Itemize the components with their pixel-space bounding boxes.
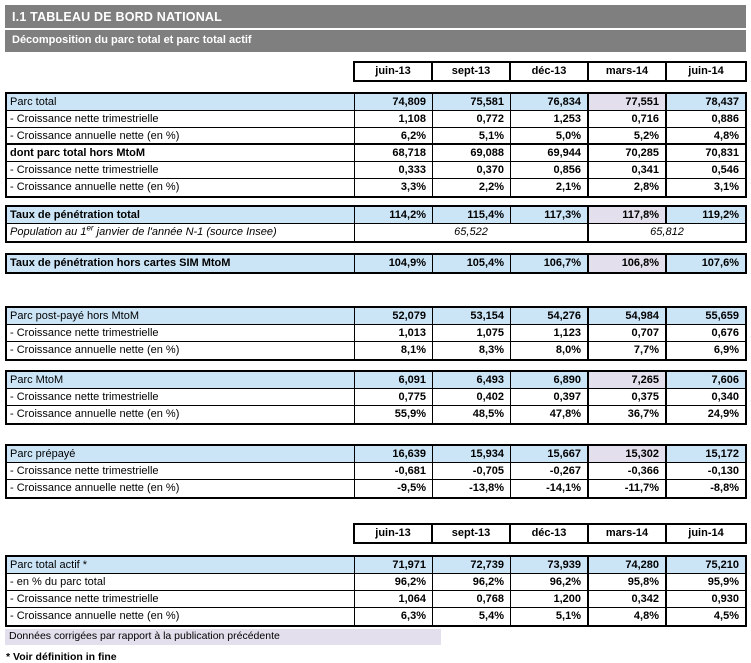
value-cell: -0,705	[433, 463, 511, 479]
value-cell: 3,1%	[713, 181, 739, 193]
value-cell: 69,088	[433, 145, 511, 161]
value-cell: 0,886	[711, 113, 739, 125]
table-row	[7, 179, 745, 196]
value-cell: 117,3%	[511, 207, 589, 223]
value-cell: 0,676	[711, 327, 739, 339]
report-title: I.1 TABLEAU DE BORD NATIONAL	[5, 5, 746, 30]
value-cell: 78,437	[667, 94, 745, 110]
value-cell: 74,280	[589, 557, 667, 573]
value-cell: -14,1%	[511, 480, 589, 497]
table-row	[7, 94, 745, 111]
table-row	[7, 557, 745, 574]
value-cell: 106,8%	[589, 255, 667, 272]
row-label: - Croissance nette trimestrielle	[7, 162, 355, 178]
column-header: juin-14	[688, 65, 724, 77]
table-row	[7, 372, 745, 389]
value-cell: 5,1%	[433, 128, 511, 143]
value-cell: 0,397	[511, 389, 589, 405]
value-cell: 53,154	[433, 308, 511, 324]
value-cell: 55,9%	[355, 406, 433, 423]
row-label: - Croissance nette trimestrielle	[7, 325, 355, 341]
row-label: - Croissance nette trimestrielle	[7, 591, 355, 607]
value-cell: 0,402	[433, 389, 511, 405]
row-label: Parc MtoM	[7, 372, 355, 388]
table-row	[7, 111, 745, 128]
value-cell: 70,831	[705, 147, 739, 159]
column-header: juin-13	[355, 63, 433, 80]
row-label: Parc total actif *	[7, 557, 355, 573]
column-header: déc-13	[511, 525, 589, 542]
row-label: - Croissance annuelle nette (en %)	[7, 480, 355, 497]
value-cell: 8,1%	[355, 342, 433, 359]
column-header: sept-13	[433, 63, 511, 80]
table-row	[7, 308, 745, 325]
value-cell: 72,739	[433, 557, 511, 573]
value-cell: 6,091	[355, 372, 433, 388]
value-cell: 5,1%	[511, 608, 589, 625]
value-cell: 74,809	[355, 94, 433, 110]
value-cell: 8,0%	[511, 342, 589, 359]
value-cell: 2,1%	[511, 179, 589, 196]
value-cell: 1,064	[355, 591, 433, 607]
table-row	[7, 342, 745, 359]
value-cell: 6,2%	[355, 128, 433, 143]
value-cell: 4,5%	[713, 610, 739, 622]
value-cell: 0,775	[355, 389, 433, 405]
value-cell: 36,7%	[589, 406, 667, 423]
value-cell: 0,768	[433, 591, 511, 607]
value-cell: 3,3%	[355, 179, 433, 196]
value-cell: 7,265	[589, 372, 667, 388]
value-cell: 107,6%	[667, 255, 745, 272]
value-cell: 96,2%	[511, 574, 589, 590]
row-label: - Croissance annuelle nette (en %)	[7, 342, 355, 359]
row-label: - Croissance annuelle nette (en %)	[7, 406, 355, 423]
value-cell: 5,0%	[511, 128, 589, 143]
value-cell: 0,341	[589, 162, 667, 178]
value-cell: 5,2%	[589, 128, 667, 143]
value-cell: 95,9%	[707, 576, 739, 588]
table-row	[7, 145, 745, 162]
value-cell: 6,9%	[713, 344, 739, 356]
value-cell: 0,333	[355, 162, 433, 178]
value-cell: 0,370	[433, 162, 511, 178]
column-header: juin-13	[355, 525, 433, 542]
value-cell: 0,716	[589, 111, 667, 127]
column-header: mars-14	[589, 525, 667, 542]
value-cell: 0,375	[589, 389, 667, 405]
merged-value-cell: 65,812	[650, 226, 684, 238]
value-cell: 77,551	[589, 94, 667, 110]
value-cell: 5,4%	[433, 608, 511, 625]
row-label	[7, 224, 355, 241]
column-header-row	[353, 61, 747, 82]
value-cell: 115,4%	[433, 207, 511, 223]
merged-value-cell: 65,522	[355, 224, 589, 241]
row-label: dont parc total hors MtoM	[7, 145, 355, 161]
value-cell: 75,210	[667, 557, 745, 573]
row-label: Parc post-payé hors MtoM	[7, 308, 355, 324]
row-label: Taux de pénétration total	[7, 207, 355, 223]
row-label: Parc total	[7, 94, 355, 110]
value-cell: 69,944	[511, 145, 589, 161]
value-cell: 55,659	[667, 308, 745, 324]
table-row	[7, 446, 745, 463]
value-cell: 114,2%	[355, 207, 433, 223]
value-cell: 54,984	[589, 308, 667, 324]
row-label: - en % du parc total	[7, 574, 355, 590]
row-label: - Croissance annuelle nette (en %)	[7, 608, 355, 625]
value-cell: -0,681	[355, 463, 433, 479]
table-row	[7, 406, 745, 423]
value-cell: 71,971	[355, 557, 433, 573]
value-cell: 24,9%	[707, 408, 739, 420]
row-label-superscript: er	[86, 223, 94, 233]
table-block-parc-total	[5, 92, 747, 198]
table-row	[7, 162, 745, 179]
row-label: - Croissance nette trimestrielle	[7, 111, 355, 127]
row-label-text: janvier de l'année N-1 (source Insee)	[93, 226, 277, 238]
value-cell: -9,5%	[355, 480, 433, 497]
value-cell: -0,267	[511, 463, 589, 479]
table-block-mtom	[5, 370, 747, 425]
row-label: - Croissance annuelle nette (en %)	[7, 128, 355, 143]
value-cell: -11,7%	[589, 480, 667, 497]
table-row	[7, 463, 745, 480]
table-area	[5, 61, 751, 627]
value-cell: 76,834	[511, 94, 589, 110]
value-cell: 0,707	[589, 325, 667, 341]
value-cell: 119,2%	[667, 207, 745, 223]
table-row	[7, 224, 745, 241]
row-label: - Croissance annuelle nette (en %)	[7, 179, 355, 196]
value-cell: 2,2%	[433, 179, 511, 196]
value-cell: 2,8%	[589, 179, 667, 196]
value-cell: 0,340	[711, 391, 739, 403]
table-row	[7, 480, 745, 497]
value-cell: 15,934	[433, 446, 511, 462]
table-row	[7, 389, 745, 406]
value-cell: 7,7%	[589, 342, 667, 359]
value-cell: 54,276	[511, 308, 589, 324]
definition-footnote: * Voir définition in fine	[6, 651, 117, 663]
value-cell: 0,856	[511, 162, 589, 178]
table-row	[7, 574, 745, 591]
corrected-data-legend: Données corrigées par rapport à la publication précédente	[5, 629, 441, 645]
value-cell: 1,253	[511, 111, 589, 127]
value-cell: 117,8%	[589, 207, 667, 223]
value-cell: 48,5%	[433, 406, 511, 423]
table-row	[7, 325, 745, 342]
value-cell: 104,9%	[355, 255, 433, 272]
value-cell: -0,366	[589, 463, 667, 479]
column-header: sept-13	[433, 525, 511, 542]
value-cell: 105,4%	[433, 255, 511, 272]
value-cell: 15,667	[511, 446, 589, 462]
value-cell: -8,8%	[710, 482, 739, 494]
value-cell: 4,8%	[589, 608, 667, 625]
value-cell: 1,200	[511, 591, 589, 607]
value-cell: 4,8%	[713, 130, 739, 142]
value-cell: 1,075	[433, 325, 511, 341]
value-cell: -0,130	[707, 465, 739, 477]
value-cell: 0,772	[433, 111, 511, 127]
row-label: Parc prépayé	[7, 446, 355, 462]
table-row	[7, 128, 745, 145]
table-row	[7, 591, 745, 608]
value-cell: 6,3%	[355, 608, 433, 625]
table-block-taux-total	[5, 205, 747, 243]
value-cell: 6,493	[433, 372, 511, 388]
table-row	[7, 207, 745, 224]
value-cell: 106,7%	[511, 255, 589, 272]
column-header: juin-14	[688, 527, 724, 539]
column-header: mars-14	[589, 63, 667, 80]
table-block-taux-hors-sim	[5, 253, 747, 274]
value-cell: 7,606	[667, 372, 745, 388]
column-header-row	[353, 523, 747, 544]
value-cell: 0,342	[589, 591, 667, 607]
report-subtitle: Décomposition du parc total et parc total actif	[12, 34, 252, 46]
value-cell: 8,3%	[433, 342, 511, 359]
value-cell: 1,013	[355, 325, 433, 341]
value-cell: 16,639	[355, 446, 433, 462]
title-bar	[5, 5, 746, 52]
value-cell: 96,2%	[355, 574, 433, 590]
column-header: déc-13	[511, 63, 589, 80]
value-cell: 96,2%	[433, 574, 511, 590]
table-row	[7, 608, 745, 625]
value-cell: 52,079	[355, 308, 433, 324]
value-cell: 0,546	[711, 164, 739, 176]
row-label: - Croissance nette trimestrielle	[7, 389, 355, 405]
value-cell: 0,930	[711, 593, 739, 605]
value-cell: 1,108	[355, 111, 433, 127]
value-cell: -13,8%	[433, 480, 511, 497]
table-block-prepaye	[5, 444, 747, 499]
value-cell: 68,718	[355, 145, 433, 161]
value-cell: 1,123	[511, 325, 589, 341]
value-cell: 47,8%	[511, 406, 589, 423]
table-block-post-paye	[5, 306, 747, 361]
value-cell: 6,890	[511, 372, 589, 388]
table-block-total-actif	[5, 555, 747, 627]
value-cell: 15,302	[589, 446, 667, 462]
row-label: Taux de pénétration hors cartes SIM MtoM	[7, 255, 355, 272]
table-row	[7, 255, 745, 272]
value-cell: 75,581	[433, 94, 511, 110]
value-cell: 70,285	[589, 145, 667, 161]
value-cell: 95,8%	[589, 574, 667, 590]
row-label-text: Population au 1	[10, 226, 87, 238]
value-cell: 15,172	[667, 446, 745, 462]
value-cell: 73,939	[511, 557, 589, 573]
row-label: - Croissance nette trimestrielle	[7, 463, 355, 479]
